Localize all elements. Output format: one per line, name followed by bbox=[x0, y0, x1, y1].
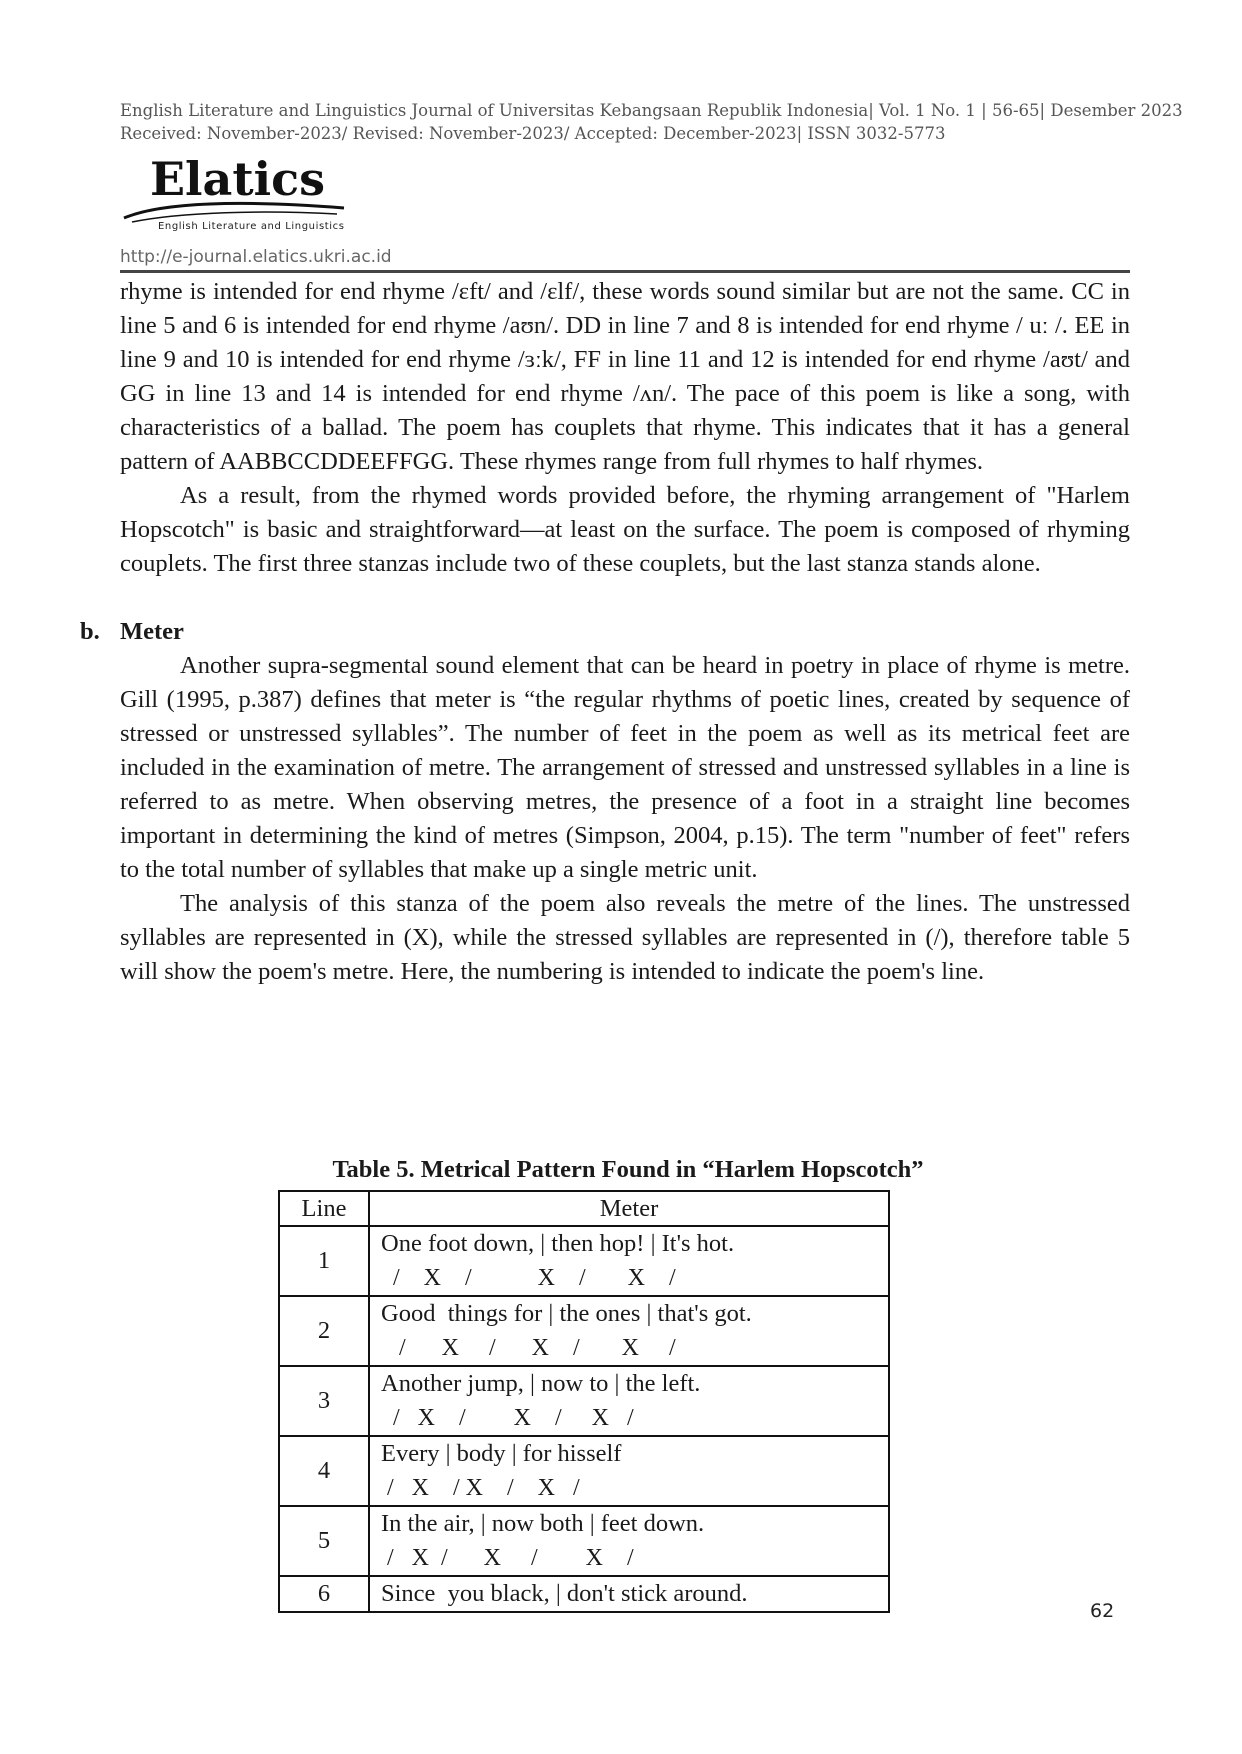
body-paragraph-2: As a result, from the rhymed words provided before, the rhyming arrangement of "Harlem Hopscotch" is basic and straightforward—at least on the surface. The poem is composed of rhyming couplets. The first three stanzas include two of these couplets, but the last stanza stands alone. bbox=[120, 482, 1130, 577]
meter-cell bbox=[369, 1506, 889, 1576]
logo-tagline: English Literature and Linguistics bbox=[158, 221, 345, 232]
poem-line-text: Another jump, | now to | the left. bbox=[381, 1370, 701, 1397]
col-header-meter: Meter bbox=[369, 1191, 889, 1226]
poem-line-text: Since you black, | don't stick around. bbox=[381, 1580, 748, 1607]
article-body bbox=[80, 275, 1130, 989]
meter-cell bbox=[369, 1226, 889, 1296]
meter-cell bbox=[369, 1296, 889, 1366]
poem-line-text: Every | body | for hisself bbox=[381, 1440, 622, 1467]
scansion-marks: / X / X / X / bbox=[381, 1475, 580, 1501]
scansion-marks: / X / X / X / bbox=[381, 1335, 676, 1361]
table-row bbox=[279, 1576, 889, 1612]
table-row bbox=[279, 1436, 889, 1506]
table-row bbox=[279, 1296, 889, 1366]
scansion-marks: / X / X / X / bbox=[381, 1545, 634, 1571]
table-row bbox=[279, 1506, 889, 1576]
line-number: 2 bbox=[279, 1296, 369, 1366]
metrical-pattern-table bbox=[278, 1190, 890, 1613]
page-number: 62 bbox=[1090, 1600, 1115, 1622]
table-row bbox=[279, 1366, 889, 1436]
line-number: 4 bbox=[279, 1436, 369, 1506]
body-paragraph-1: rhyme is intended for end rhyme /ɛft/ and /ɛlf/, these words sound similar but are not the same. CC in line 5 and 6 is intended for end rhyme /aʊn/. DD in line 7 and 8 is intended for end rhyme / uː /. EE in line 9 and 10 is intended for end rhyme /ɜːk/, FF in line 11 and 12 is intended for end rhyme /aʊt/ and GG in line 13 and 14 is intended for end rhyme /ʌn/. The pace of this poem is like a song, with characteristics of a ballad. The poem has couplets that rhyme. This indicates that it has a general pattern of AABBCCDDEEFFGG. These rhymes range from full rhymes to half rhymes. bbox=[120, 278, 1130, 475]
scansion-marks: / X / X / X / bbox=[381, 1405, 634, 1431]
journal-dates-line: Received: November-2023/ Revised: November-2023/ Accepted: December-2023| ISSN 3032-5773 bbox=[120, 124, 946, 143]
section-label: b. bbox=[80, 618, 100, 645]
meter-cell bbox=[369, 1436, 889, 1506]
poem-line-text: Good things for | the ones | that's got. bbox=[381, 1300, 752, 1327]
line-number: 1 bbox=[279, 1226, 369, 1296]
meter-cell bbox=[369, 1576, 889, 1612]
poem-line-text: One foot down, | then hop! | It's hot. bbox=[381, 1230, 735, 1257]
scansion-marks: / X / X / X / bbox=[381, 1265, 676, 1291]
logo-wordmark: Elatics bbox=[150, 152, 325, 206]
body-paragraph-3: Another supra-segmental sound element that can be heard in poetry in place of rhyme is metre. Gill (1995, p.387) defines that meter is “the regular rhythms of poetic lines, created by sequence of stressed or unstressed syllables”. The number of feet in the poem as well as its metrical feet are included in the examination of metre. The arrangement of stressed and unstressed syllables in a line is referred to as metre. When observing metres, the presence of a foot in a straight line becomes important in determining the kind of metres (Simpson, 2004, p.15). The term "number of feet" refers to the total number of syllables that make up a single metric unit. bbox=[120, 652, 1130, 883]
journal-header bbox=[120, 99, 1183, 145]
body-paragraph-4: The analysis of this stanza of the poem also reveals the metre of the lines. The unstressed syllables are represented in (X), while the stressed syllables are represented in (/), therefore table 5 will show the poem's metre. Here, the numbering is intended to indicate the poem's line. bbox=[120, 890, 1130, 985]
poem-line-text: In the air, | now both | feet down. bbox=[381, 1510, 705, 1537]
line-number: 3 bbox=[279, 1366, 369, 1436]
journal-citation-line: English Literature and Linguistics Journal of Universitas Kebangsaan Republik Indonesia| Vol. 1 No. 1 | 56-65| Desember 2023 bbox=[120, 101, 1183, 120]
section-title: Meter bbox=[120, 618, 184, 645]
table-row bbox=[279, 1226, 889, 1296]
section-heading-meter bbox=[80, 615, 1130, 649]
line-number: 5 bbox=[279, 1506, 369, 1576]
header-divider bbox=[120, 270, 1130, 273]
col-header-line: Line bbox=[279, 1191, 369, 1226]
line-number: 6 bbox=[279, 1576, 369, 1612]
journal-logo bbox=[122, 150, 347, 236]
meter-cell bbox=[369, 1366, 889, 1436]
journal-url[interactable]: http://e-journal.elatics.ukri.ac.id bbox=[120, 247, 392, 267]
table-header-row bbox=[279, 1191, 889, 1226]
table-caption: Table 5. Metrical Pattern Found in “Harlem Hopscotch” bbox=[332, 1156, 924, 1183]
